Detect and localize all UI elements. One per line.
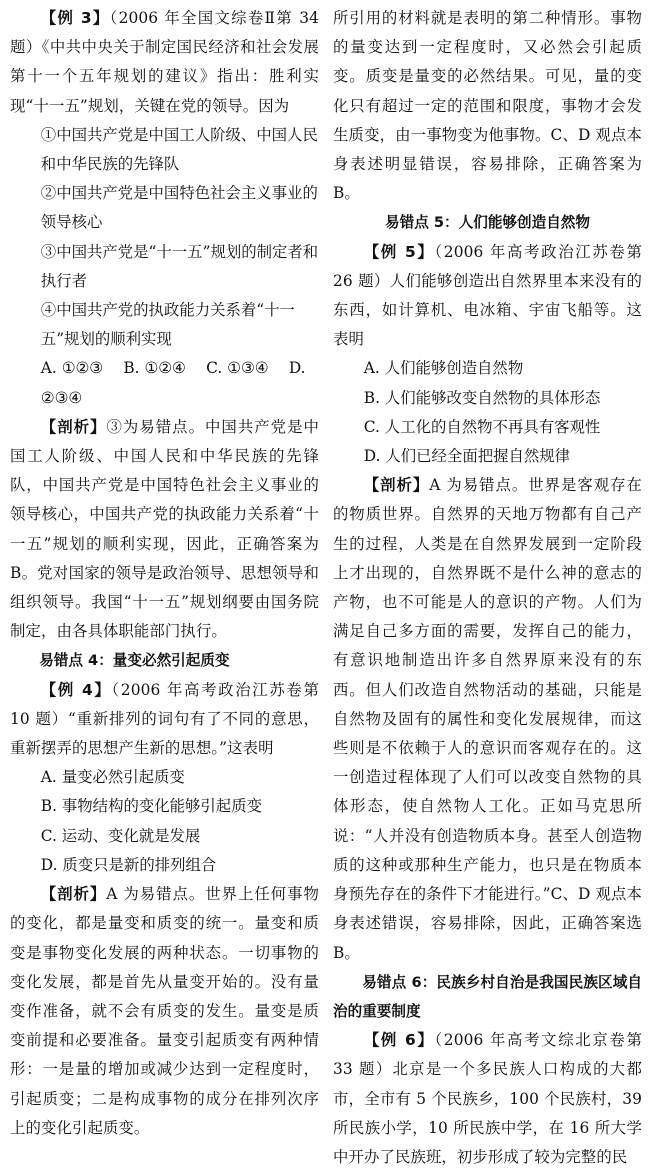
analysis-3: [10, 413, 319, 647]
example-text: （2006 年高考政治江苏卷第 26 题）人们能够创造出自然界里本来没有的东西，如计算机、电冰箱、宇宙飞船等。这表明: [333, 242, 642, 349]
option-d: D. 质变只是新的排列组合: [40, 855, 217, 874]
section-heading-5: 易错点 5：人们能够创造自然物: [385, 214, 590, 232]
option-1: ①中国共产党是中国工人阶级、中国人民和中华民族的先锋队: [40, 125, 318, 174]
option-a: A. 量变必然引起质变: [40, 768, 185, 787]
analysis-4: [10, 880, 319, 1143]
option-a: A. 人们能够创造自然物: [363, 359, 524, 378]
example-text: （2006 年高考政治江苏卷第 10 题）“重新排列的词句有了不同的意思，重新摆弄的思想产生新的思想。”这表明: [10, 680, 319, 758]
example-tag: 【例 6】: [363, 1031, 435, 1050]
analysis-tag: 【剖析】: [40, 417, 107, 436]
analysis-5: [333, 471, 642, 967]
example-text: （2006 年全国文综卷Ⅱ第 34 题）《中共中央关于制定国民经济和社会发展第十一个五年规划的建议》指出：胜利实现“十一五”规划，关键在党的领导。因为: [10, 9, 319, 115]
right-column: [333, 4, 642, 1166]
section-heading-6: 易错点 6：民族乡村自治是我国民族区域自治的重要制度: [333, 973, 642, 1020]
option-c: C. 人工化的自然物不再具有客观性: [363, 417, 601, 436]
option-3: ③中国共产党是“十一五”规划的制定者和执行者: [40, 242, 319, 290]
analysis-text: A 为易错点。世界上任何事物的变化，都是量变和质变的统一。量变和质变是事物变化发展的两种状态。一切事物的变化发展，都是首先从量变开始的。没有量变作准备，就不会有质变的发生。量变是质变前提和必要准备。量变引起质变有两种情形：一是量的增加或减少达到一定程度时，引起质变；二是构成事物的成分在排列次序上的变化引起质变。: [10, 885, 319, 1137]
option-c: C. 运动、变化就是发展: [40, 826, 201, 845]
analysis-tag: 【剖析】: [40, 885, 107, 904]
example-5: [333, 238, 642, 355]
example-tag: 【例 4】: [40, 680, 112, 699]
left-column: [10, 4, 319, 1137]
option-d: D. 人们已经全面把握自然规律: [363, 447, 571, 466]
example-4: [10, 676, 319, 764]
analysis-tag: 【剖析】: [363, 476, 430, 495]
analysis-4-continued: 所引用的材料就是表明的第二种情形。事物的量变达到一定程度时，又必然会引起质变。质变是量变的必然结果。可见，量的变化只有超过一定的范围和限度，事物才会发生质变，由一事物变为他事物。C、D 观点本身表述明显错误，容易排除，正确答案为 B。: [333, 9, 642, 203]
option-4: ④中国共产党的执政能力关系着“十一五”规划的顺利实现: [40, 301, 295, 349]
answer-choices: A. ①②③ B. ①②④ C. ①③④ D. ②③④: [40, 359, 306, 407]
example-6: [333, 1026, 642, 1172]
section-heading-4: 易错点 4：量变必然引起质变: [39, 652, 230, 670]
option-2: ②中国共产党是中国特色社会主义事业的领导核心: [40, 184, 318, 232]
option-b: B. 人们能够改变自然物的具体形态: [363, 388, 601, 407]
option-b: B. 事物结构的变化能够引起质变: [40, 797, 262, 816]
example-text: （2006 年高考文综北京卷第 33 题）北京是一个多民族人口构成的大都市，全市有 5 个民族乡，100 个民族村，39 所民族小学，10 所民族中学，在 16 所大学中开办了民族班，初步形成了较为完整的民: [333, 1031, 642, 1166]
example-tag: 【例 3】: [40, 9, 110, 27]
analysis-text: ③为易错点。中国共产党是中国工人阶级、中国人民和中华民族的先锋队，中国共产党是中国特色社会主义事业的领导核心，中国共产党的执政能力关系着“十一五”规划的顺利实现，因此，正确答案为 B。党对国家的领导是政治领导、思想领导和组织领导。我国“十一五”规划纲要由国务院制定，由各具体职能部门执行。: [10, 417, 319, 641]
analysis-text: A 为易错点。世界是客观存在的物质世界。自然界的天地万物都有自己产生的过程，人类是在自然界发展到一定阶段上才出现的，自然界既不是什么神的意志的产物，也不可能是人的意识的产物。人们为满足自己多方面的需要，发挥自己的能力，有意识地制造出许多自然界原来没有的东西。但人们改造自然物活动的基础，只能是自然物及固有的属性和变化发展规律，而这些则是不依赖于人的意识而客观存在的。这一创造过程体现了人们可以改变自然物的具体形态，使自然物人工化。正如马克思所说：“人并没有创造物质本身。甚至人创造物质的这种或那种生产能力，也只是在物质本身预先存在的条件下才能进行。”C、D 观点本身表述错误，容易排除，因此，正确答案选 B。: [333, 476, 642, 962]
example-tag: 【例 5】: [363, 242, 435, 261]
example-3: [10, 4, 319, 121]
